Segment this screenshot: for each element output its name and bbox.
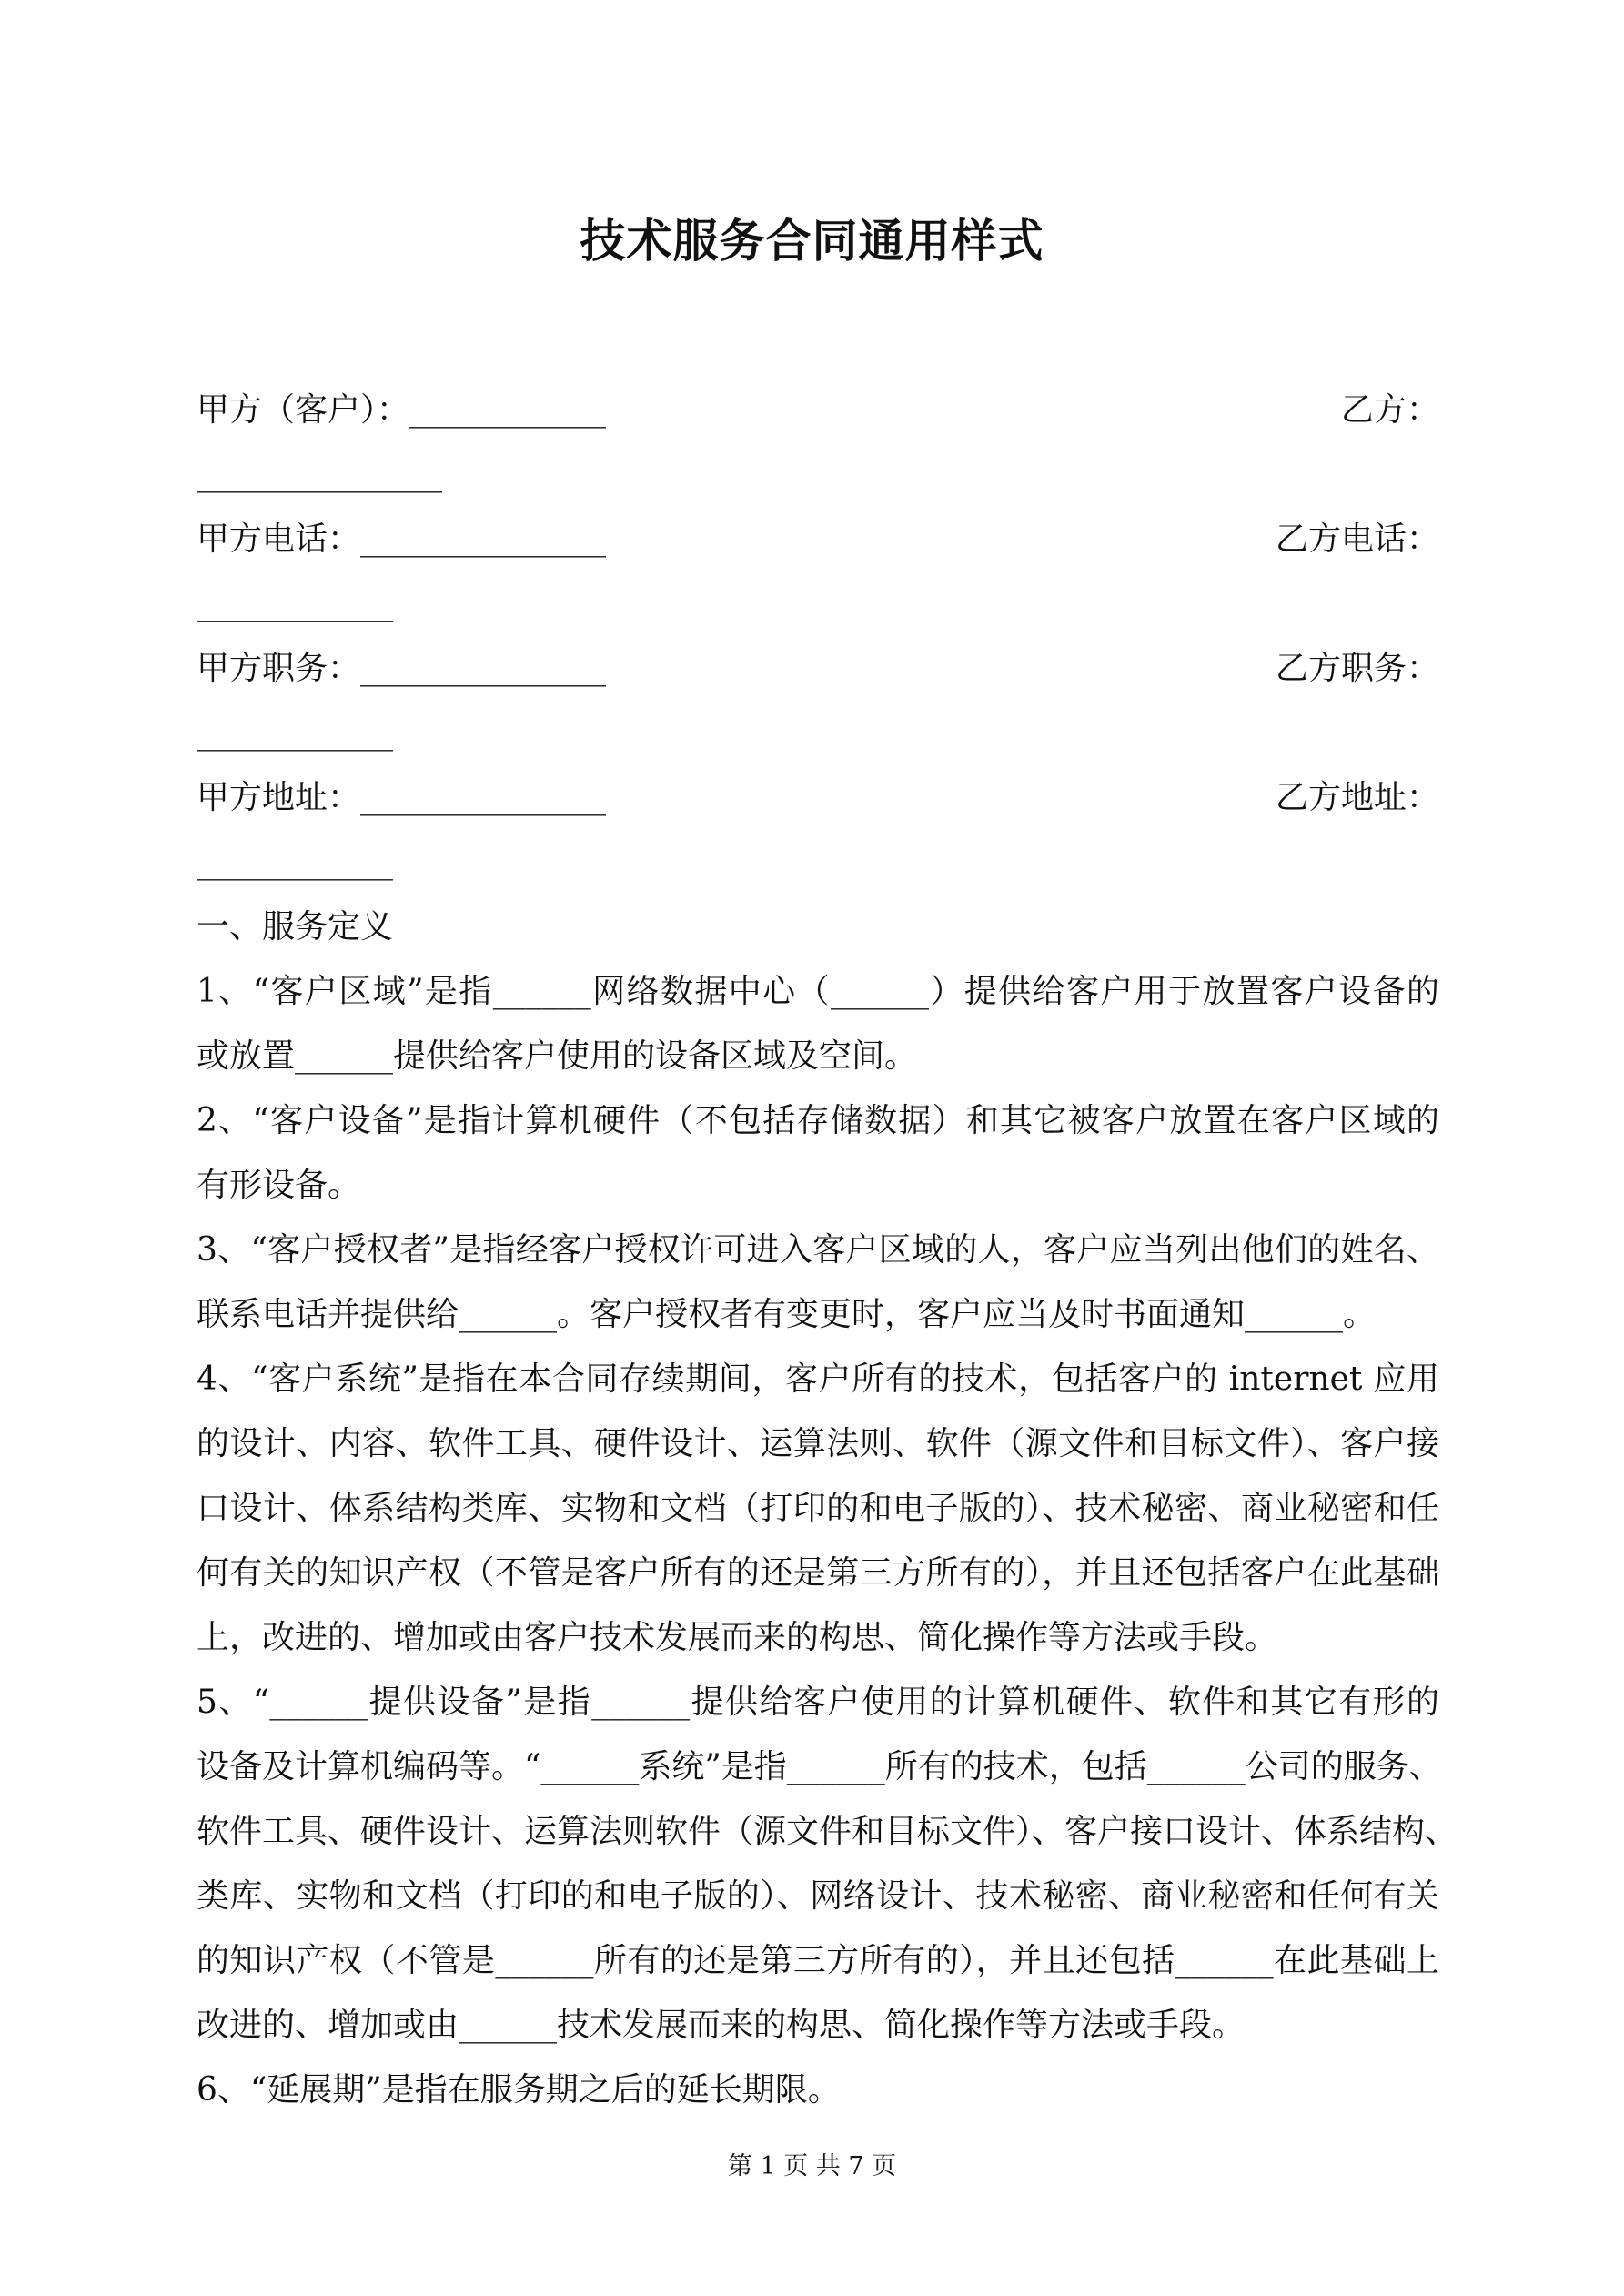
clause-line: 软件工具、硬件设计、运算法则软件（源文件和目标文件）、客户接口设计、体系结构、 <box>197 1813 1458 1850</box>
clause-line: 何有关的知识产权（不管是客户所有的还是第三方所有的），并且还包括客户在此基础 <box>197 1554 1439 1592</box>
clause-line: 设备及计算机编码等。“______系统”是指______所有的技术，包括______公司的服务、 <box>197 1748 1442 1785</box>
party-a-field: 甲方地址：_______________ <box>197 779 607 816</box>
section-heading: 一、服务定义 <box>197 908 394 946</box>
party-b-label: 乙方地址： <box>1275 779 1439 816</box>
clause-line: 联系电话并提供给______。客户授权者有变更时，客户应当及时书面通知______。 <box>197 1296 1377 1333</box>
service-definition-section <box>197 895 1458 2122</box>
party-row <box>197 507 1439 571</box>
clause-line: 上，改进的、增加或由客户技术发展而来的构思、简化操作等方法或手段。 <box>197 1619 1278 1656</box>
party-a-field: 甲方（客户）：____________ <box>197 391 607 429</box>
party-b-blank: ____________ <box>197 714 393 752</box>
clause-line: 2、“客户设备”是指计算机硬件（不包括存储数据）和其它被客户放置在客户区域的 <box>197 1102 1439 1139</box>
clause-line: 3、“客户授权者”是指经客户授权许可进入客户区域的人，客户应当列出他们的姓名、 <box>197 1231 1439 1269</box>
party-row <box>197 378 1439 442</box>
clause-line: 6、“延展期”是指在服务期之后的延长期限。 <box>197 2071 841 2109</box>
document-body <box>197 378 1458 2122</box>
clause-line: 的知识产权（不管是______所有的还是第三方所有的），并且还包括______在此基础上 <box>197 1942 1439 1979</box>
party-a-field: 甲方电话：_______________ <box>197 521 607 558</box>
party-b-label: 乙方职务： <box>1275 650 1439 687</box>
party-b-blank: ____________ <box>197 844 393 881</box>
clause-line: 或放置______提供给客户使用的设备区域及空间。 <box>197 1037 918 1075</box>
clause-line: 有形设备。 <box>197 1167 361 1204</box>
party-b-blank: _______________ <box>197 456 442 493</box>
clause-line: 改进的、增加或由______技术发展而来的构思、简化操作等方法或手段。 <box>197 2007 1246 2044</box>
party-b-blank: ____________ <box>197 585 393 622</box>
clause-line: 1、“客户区域”是指______网络数据中心（______）提供给客户用于放置客户设备的 <box>197 973 1439 1010</box>
party-b-label: 乙方电话： <box>1275 521 1439 558</box>
party-info <box>197 378 1439 895</box>
clause-line: 口设计、体系结构类库、实物和文档（打印的和电子版的）、技术秘密、商业秘密和任 <box>197 1490 1439 1527</box>
page-footer: 第 1 页 共 7 页 <box>727 2152 897 2180</box>
clause-line: 4、“客户系统”是指在本合同存续期间，客户所有的技术，包括客户的 internet 应用 <box>197 1360 1439 1398</box>
party-b-label: 乙方： <box>1340 391 1439 429</box>
clause-line: 类库、实物和文档（打印的和电子版的）、网络设计、技术秘密、商业秘密和任何有关 <box>197 1877 1439 1915</box>
party-row <box>197 765 1439 830</box>
party-row <box>197 636 1439 701</box>
document-title: 技术服务合同通用样式 <box>580 215 1044 268</box>
clause-line: 5、“______提供设备”是指______提供给客户使用的计算机硬件、软件和其它有形的 <box>197 1684 1439 1721</box>
party-a-field: 甲方职务：_______________ <box>197 650 607 687</box>
clause-line: 的设计、内容、软件工具、硬件设计、运算法则、软件（源文件和目标文件）、客户接 <box>197 1425 1439 1462</box>
